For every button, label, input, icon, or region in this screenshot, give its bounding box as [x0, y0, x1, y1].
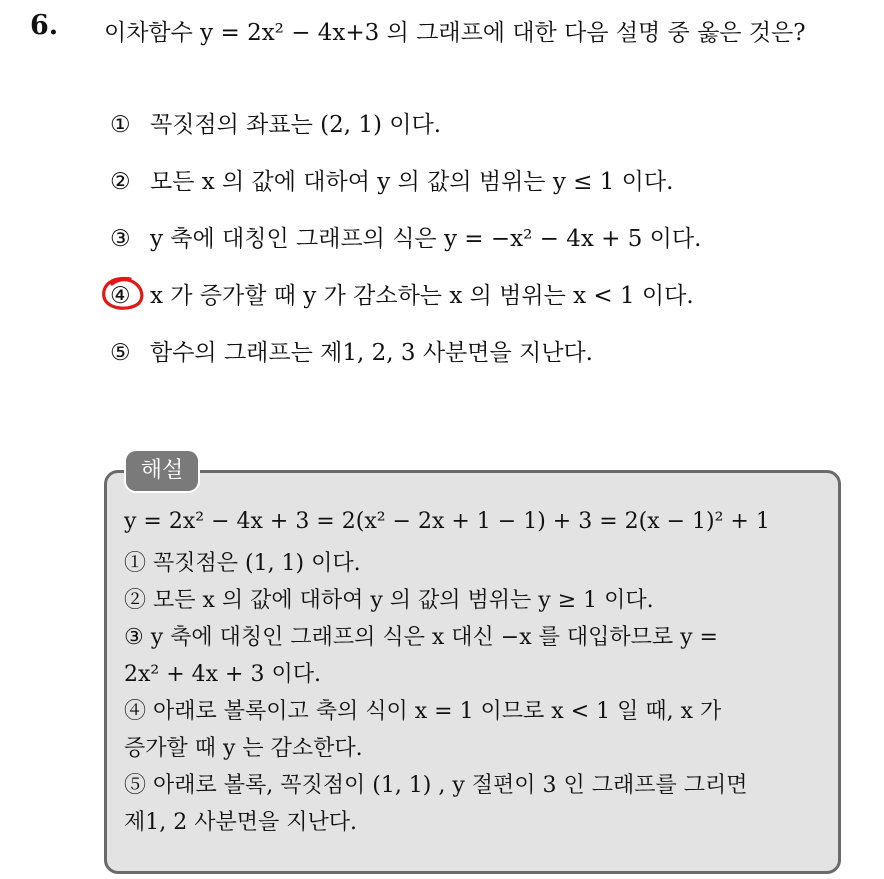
choice-5[interactable] [110, 334, 593, 367]
explanation-line: ② 모든 x 의 값에 대하여 y 의 값의 범위는 y ≥ 1 이다. [124, 588, 654, 613]
choice-2[interactable] [110, 163, 673, 196]
choice-text: y 축에 대칭인 그래프의 식은 y = −x² − 4x + 5 이다. [150, 226, 702, 252]
choice-marker: ⑤ [110, 340, 131, 366]
explanation-line: 제1, 2 사분면을 지난다. [124, 810, 357, 835]
explanation-line: ④ 아래로 볼록이고 축의 식이 x = 1 이므로 x < 1 일 때, x 가 [124, 699, 722, 724]
explanation-line: ① 꼭짓점은 (1, 1) 이다. [124, 551, 361, 576]
explanation-line: 증가할 때 y 는 감소한다. [124, 736, 363, 761]
choice-text: 모든 x 의 값에 대하여 y 의 값의 범위는 y ≤ 1 이다. [150, 169, 674, 195]
choice-marker: ② [110, 169, 131, 195]
question-stem: 이차함수 y = 2x² − 4x+3 의 그래프에 대한 다음 설명 중 옳은 것은? [104, 20, 806, 46]
choice-marker: ④ [110, 283, 131, 309]
answer-circle-mark [100, 275, 146, 313]
question-number: 6. [30, 10, 59, 41]
choice-1[interactable] [110, 106, 441, 139]
choice-3[interactable] [110, 220, 701, 253]
choice-4[interactable] [110, 277, 694, 310]
explanation-label: 해설 [126, 451, 198, 491]
choice-text: x 가 증가할 때 y 가 감소하는 x 의 범위는 x < 1 이다. [150, 283, 694, 309]
choice-text: 꼭짓점의 좌표는 (2, 1) 이다. [150, 112, 442, 138]
explanation-line: ③ y 축에 대칭인 그래프의 식은 x 대신 −x 를 대입하므로 y = [124, 625, 718, 650]
choice-marker: ③ [110, 226, 131, 252]
explanation-line: ⑤ 아래로 볼록, 꼭짓점이 (1, 1) , y 절편이 3 인 그래프를 그리면 [124, 773, 748, 798]
choice-marker: ① [110, 112, 131, 138]
choice-text: 함수의 그래프는 제1, 2, 3 사분면을 지난다. [150, 340, 593, 366]
explanation-line: y = 2x² − 4x + 3 = 2(x² − 2x + 1 − 1) + 3 = 2(x − 1)² + 1 [124, 509, 770, 534]
explanation-line: 2x² + 4x + 3 이다. [124, 662, 321, 687]
